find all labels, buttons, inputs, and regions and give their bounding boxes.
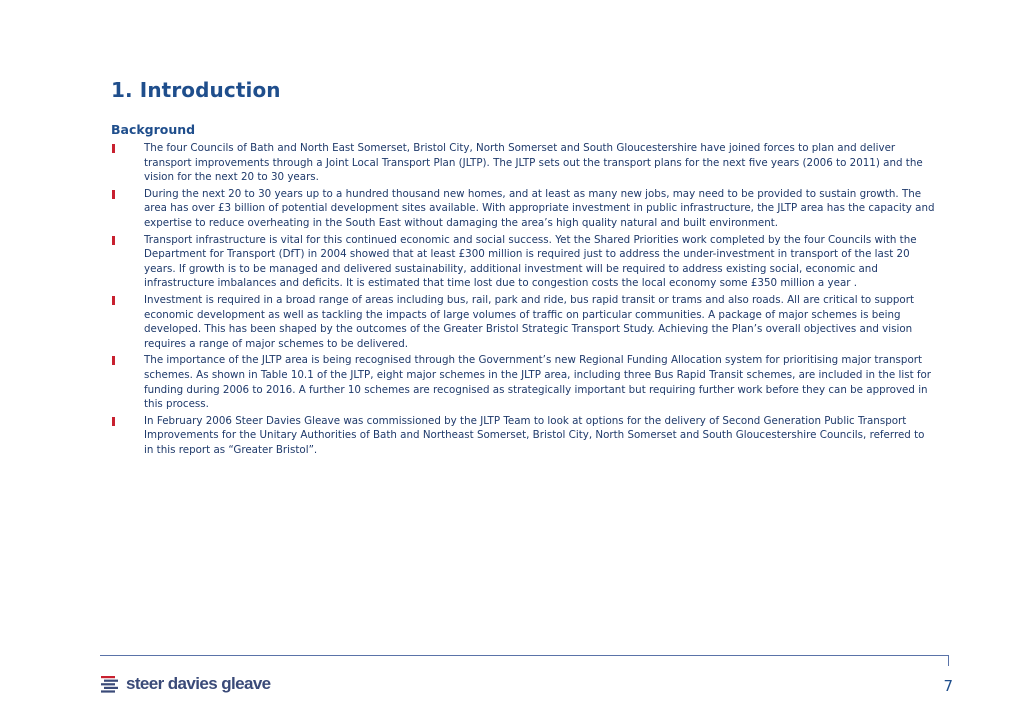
bullet-item (111, 141, 937, 185)
bullet-item (111, 293, 937, 351)
page-title: 1. Introduction (111, 78, 281, 102)
bullet-text: Transport infrastructure is vital for this continued economic and social success. Yet the Shared Priorities work completed by the four Councils with the Department for Transport (DfT) in 2004 showed that at least £300 million is required just to address the under-investment in transport of the last 20 years. If growth is to be managed and delivered sustainability, additional investment will be required to address existing social, economic and infrastructure imbalances and deficits. It is estimated that time lost due to congestion costs the local economy some £350 million a year . (144, 233, 917, 290)
bullet-text: Investment is required in a broad range of areas including bus, rail, park and ride, bus rapid transit or trams and also roads. All are critical to support economic development as well as tackling the impacts of large volumes of traffic on particular communities. A package of major schemes is being developed. This has been shaped by the outcomes of the Greater Bristol Strategic Transport Study. Achieving the Plan’s overall objectives and vision requires a range of major schemes to be delivered. (144, 293, 914, 350)
red-bullet-icon (112, 296, 115, 305)
bullet-text: During the next 20 to 30 years up to a hundred thousand new homes, and at least as many new jobs, may need to be provided to sustain growth. The area has over £3 billion of potential development sites available. With appropriate investment in public infrastructure, the JLTP area has the capacity and expertise to reduce overheating in the South East without damaging the area’s high quality natural and built environment. (144, 187, 935, 229)
section-heading-background: Background (111, 122, 196, 137)
bullet-item (111, 233, 937, 291)
bullet-item (111, 414, 937, 458)
footer-divider-tick (948, 655, 949, 666)
bullet-item (111, 187, 937, 231)
bullet-text: In February 2006 Steer Davies Gleave was commissioned by the JLTP Team to look at options for the delivery of Second Generation Public Transport Improvements for the Unitary Authorities of Bath and Northeast Somerset, Bristol City, North Somerset and South Gloucestershire Councils, referred to in this report as “Greater Bristol”. (144, 414, 925, 456)
background-bullet-list (111, 141, 937, 459)
bullet-item (111, 353, 937, 411)
bullet-text: The four Councils of Bath and North East Somerset, Bristol City, North Somerset and South Gloucestershire have joined forces to plan and deliver transport improvements through a Joint Local Transport Plan (JLTP). The JLTP sets out the transport plans for the next five years (2006 to 2011) and the vision for the next 20 to 30 years. (144, 142, 923, 184)
footer-divider (100, 655, 949, 656)
red-bullet-icon (112, 236, 115, 245)
sdg-stripes-logo-icon (101, 675, 119, 693)
page-number: 7 (943, 677, 953, 695)
red-bullet-icon (112, 190, 115, 199)
bullet-text: The importance of the JLTP area is being recognised through the Government’s new Regional Funding Allocation system for prioritising major transport schemes. As shown in Table 10.1 of the JLTP, eight major schemes in the JLTP area, including three Bus Rapid Transit schemes, are included in the list for funding during 2006 to 2016. A further 10 schemes are recognised as strategically important but requiring further work before they can be approved in this process. (144, 354, 932, 411)
steer-davies-gleave-logo (101, 674, 271, 694)
red-bullet-icon (112, 144, 115, 153)
logo-text: steer davies gleave (126, 674, 271, 693)
red-bullet-icon (112, 417, 115, 426)
red-bullet-icon (112, 356, 115, 365)
